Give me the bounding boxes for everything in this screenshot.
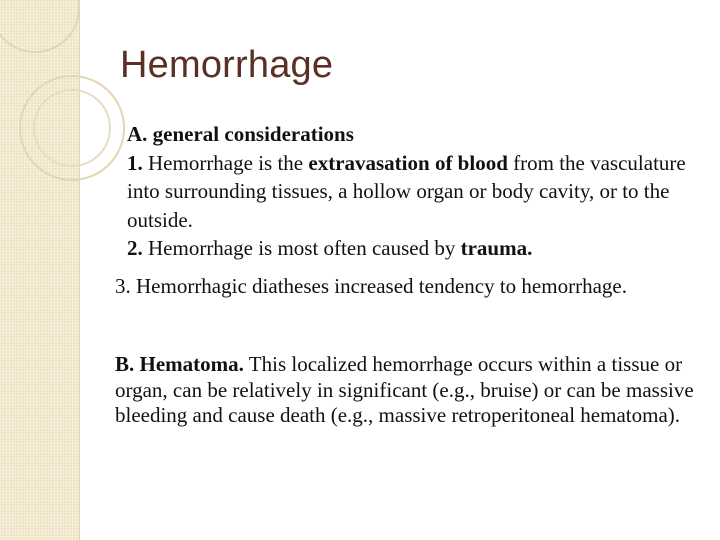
decor-circle-inner (34, 90, 110, 166)
item-1: 1. Hemorrhage is the extravasation of blood from the vasculature into surrounding tissues, a hollow organ or body cavity, or to the outside. (127, 150, 686, 232)
item-2: 2. Hemorrhage is most often caused by trauma. (127, 236, 533, 260)
decor-circle-outer (20, 76, 124, 180)
item-3 (115, 274, 695, 300)
decor-circle-top (0, 0, 79, 52)
slide-title: Hemorrhage (120, 44, 334, 86)
item-2-number: 2. (127, 236, 143, 260)
item-1-emphasis: extravasation of blood (308, 150, 508, 175)
item-3-text: 3. Hemorrhagic diatheses increased tendency to hemorrhage. (115, 274, 627, 298)
section-b (115, 352, 695, 429)
item-1-number: 1. (127, 150, 143, 175)
section-a (127, 120, 697, 263)
item-2-emphasis: trauma. (460, 236, 533, 260)
section-b-text: B. Hematoma. This localized hemorrhage occurs within a tissue or organ, can be relatively in significant (e.g., bruise) or can be massive bleeding and cause death (e.g., massive retroperitoneal hematoma). (115, 352, 694, 427)
section-a-heading: A. general considerations (127, 122, 354, 146)
section-b-heading: B. Hematoma. (115, 352, 244, 376)
